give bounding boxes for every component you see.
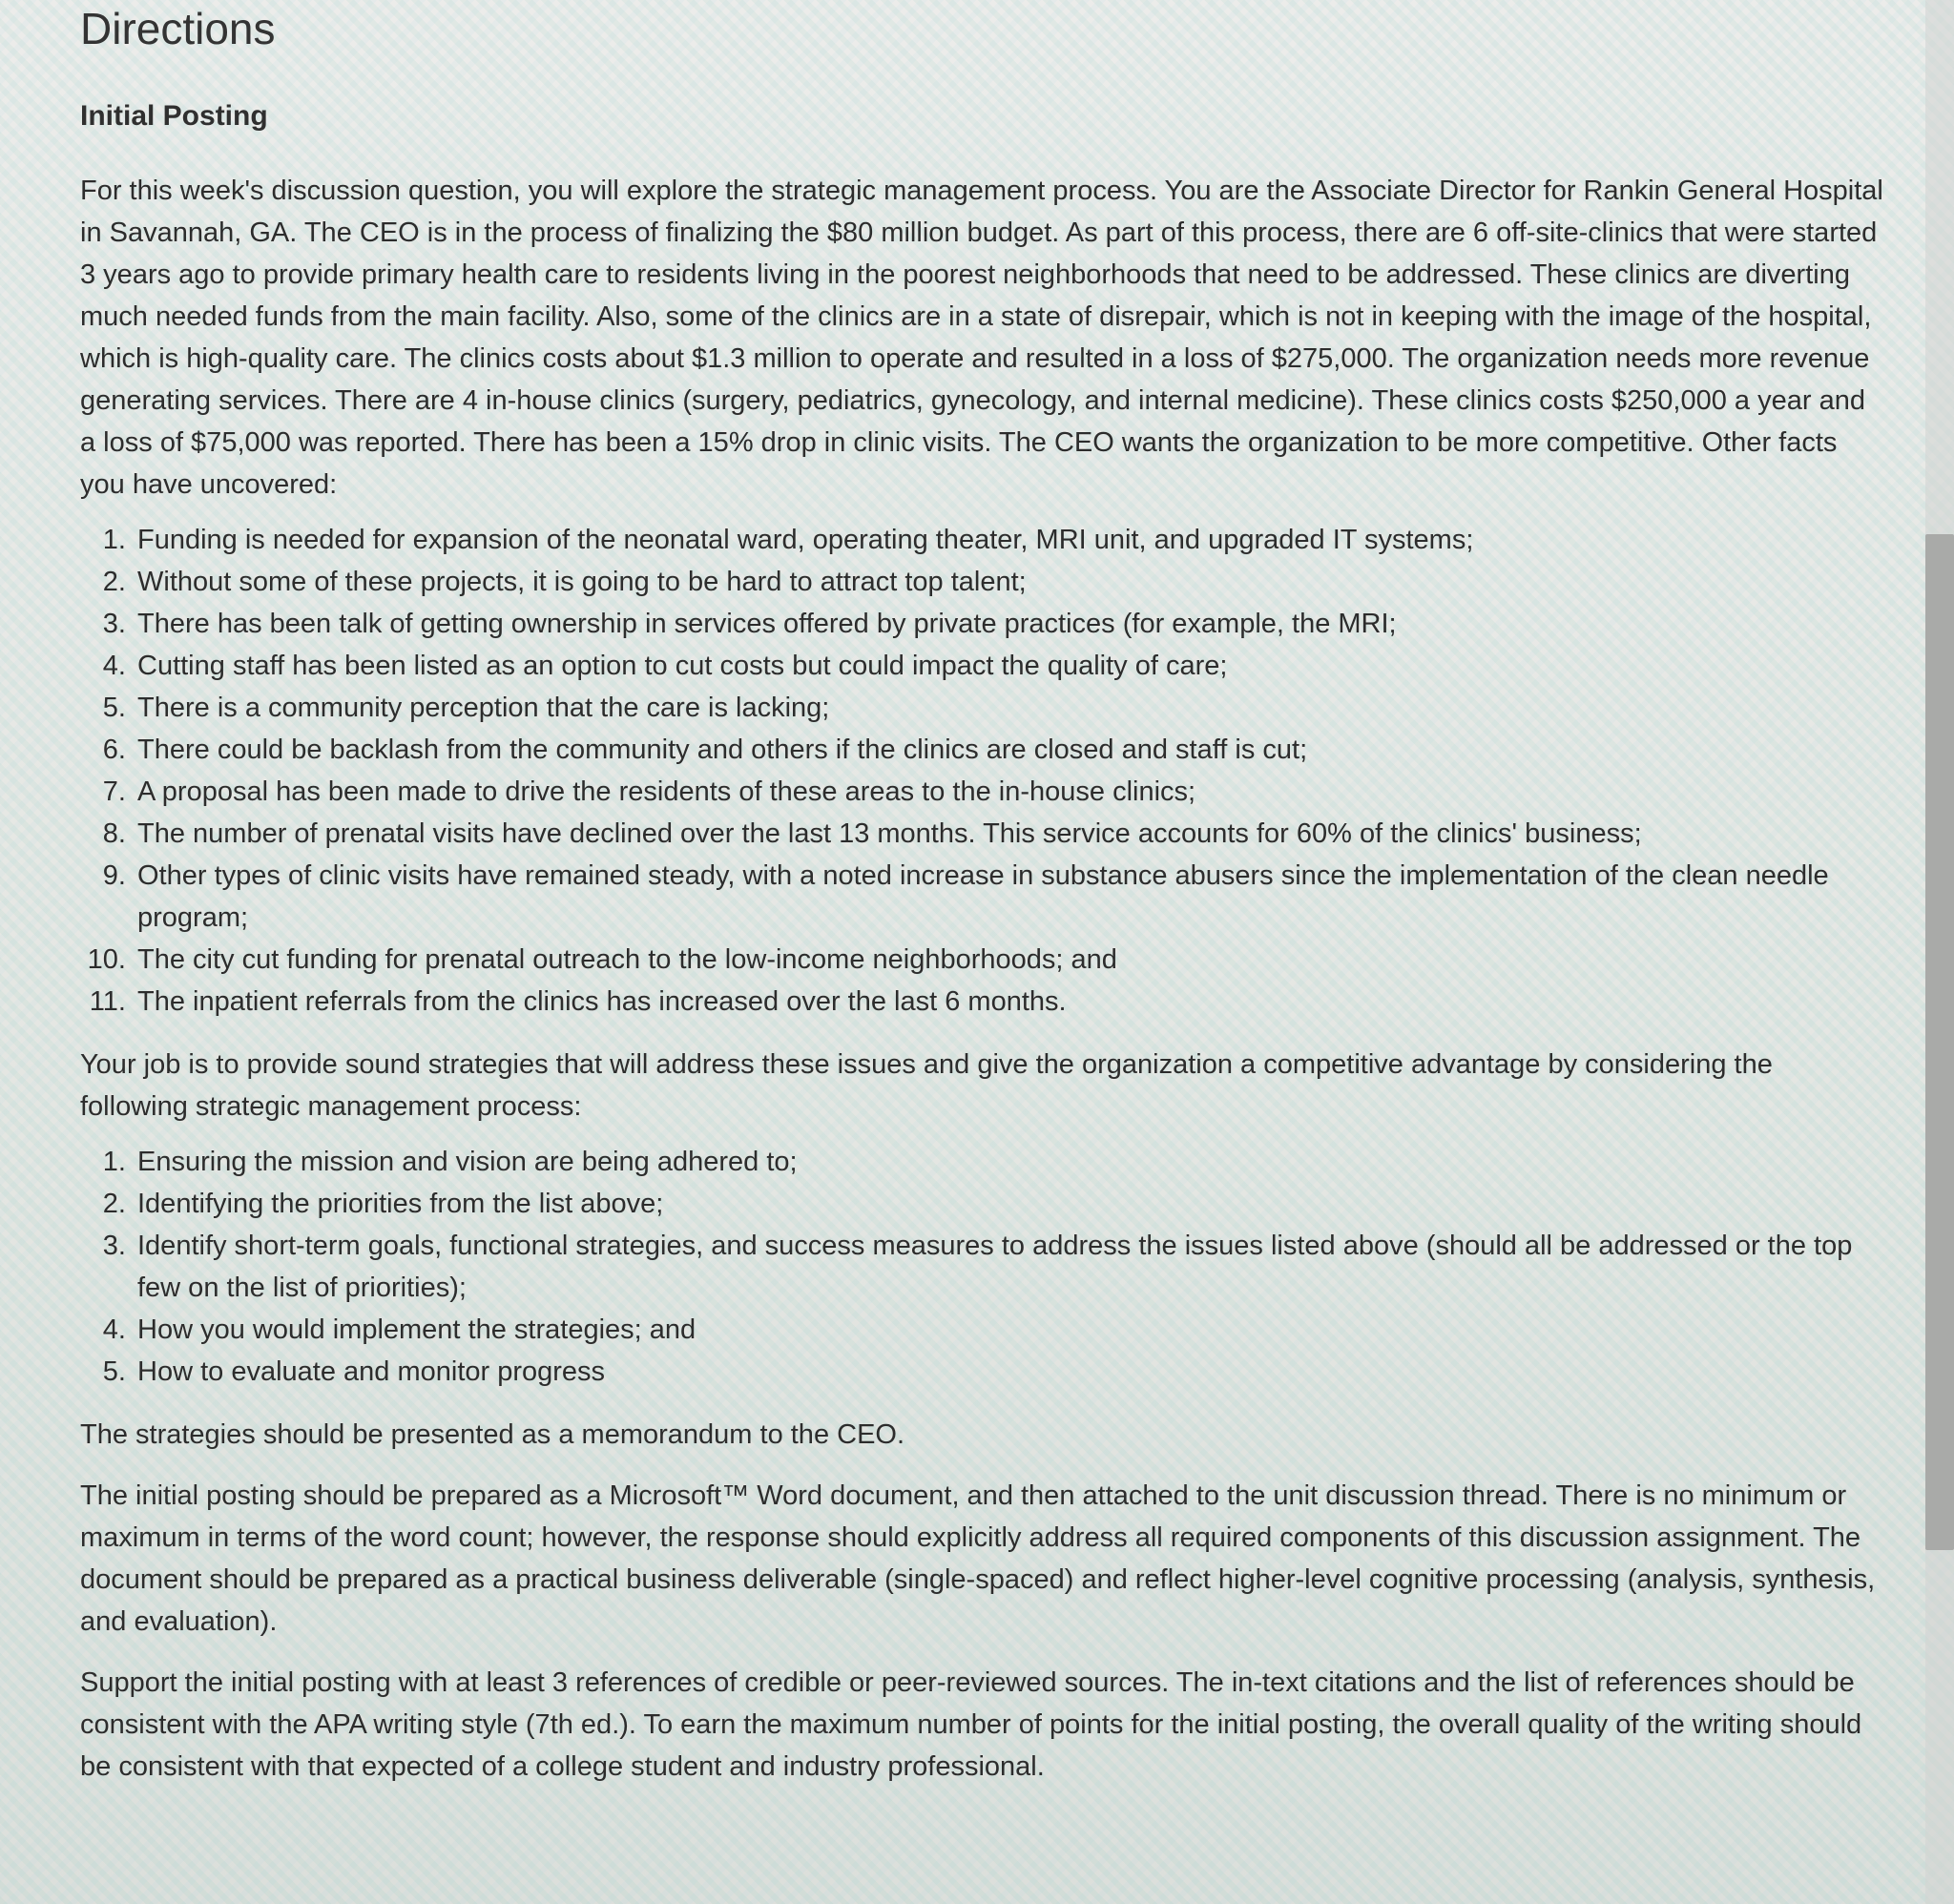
list-item: 4. How you would implement the strategies; and [134, 1309, 1883, 1351]
word-document-paragraph: The initial posting should be prepared as a Microsoft™ Word document, and then attached to the unit discussion thread. There is no minimum or maximum in terms of the word count; however, the response should explicitly address all required components of this discussion assignment. The document should be prepared as a practical business deliverable (single-spaced) and reflect higher-level cognitive processing (analysis, synthesis, and evaluation). [80, 1480, 1876, 1637]
list-item: 2. Identifying the priorities from the list above; [134, 1183, 1883, 1225]
process-list [80, 1141, 1883, 1393]
list-item: 1. Funding is needed for expansion of the neonatal ward, operating theater, MRI unit, and upgraded IT systems; [134, 519, 1883, 561]
facts-list [80, 519, 1883, 1023]
list-item: 3. There has been talk of getting ownership in services offered by private practices (for example, the MRI; [134, 603, 1883, 645]
list-item: 1. Ensuring the mission and vision are being adhered to; [134, 1141, 1883, 1183]
memo-paragraph: The strategies should be presented as a memorandum to the CEO. [80, 1419, 905, 1450]
list-item: 5. How to evaluate and monitor progress [134, 1351, 1883, 1393]
page-title: Directions [80, 4, 276, 53]
list-item: 11. The inpatient referrals from the clinics has increased over the last 6 months. [134, 981, 1883, 1023]
list-item: 5. There is a community perception that the care is lacking; [134, 687, 1883, 729]
list-item: 6. There could be backlash from the community and others if the clinics are closed and staff is cut; [134, 729, 1883, 771]
list-item: 9. Other types of clinic visits have remained steady, with a noted increase in substance abusers since the implementation of the clean needle program; [134, 855, 1883, 939]
list-item: 10. The city cut funding for prenatal outreach to the low-income neighborhoods; and [134, 939, 1883, 981]
list-item: 8. The number of prenatal visits have declined over the last 13 months. This service accounts for 60% of the clinics' business; [134, 813, 1883, 855]
references-paragraph: Support the initial posting with at least 3 references of credible or peer-reviewed sources. The in-text citations and the list of references should be consistent with the APA writing style (7th ed.). To earn the maximum number of points for the initial posting, the overall quality of the writing should be consistent with that expected of a college student and industry professional. [80, 1667, 1862, 1782]
list-item: 3. Identify short-term goals, functional strategies, and success measures to address the issues listed above (should all be addressed or the top few on the list of priorities); [134, 1225, 1883, 1309]
section-heading: Initial Posting [80, 100, 268, 132]
directions-content [80, 0, 1883, 1788]
list-item: 7. A proposal has been made to drive the residents of these areas to the in-house clinics; [134, 771, 1883, 813]
list-item: 2. Without some of these projects, it is going to be hard to attract top talent; [134, 561, 1883, 603]
job-paragraph: Your job is to provide sound strategies that will address these issues and give the organization a competitive advantage by considering the following strategic management process: [80, 1049, 1773, 1122]
intro-paragraph: For this week's discussion question, you will explore the strategic management process. You are the Associate Director for Rankin General Hospital in Savannah, GA. The CEO is in the process of finalizing the $80 million budget. As part of this process, there are 6 off-site-clinics that were started 3 years ago to provide primary health care to residents living in the poorest neighborhoods that need to be addressed. These clinics are diverting much needed funds from the main facility. Also, some of the clinics are in a state of disrepair, which is not in keeping with the image of the hospital, which is high-quality care. The clinics costs about $1.3 million to operate and resulted in a loss of $275,000. The organization needs more revenue generating services. There are 4 in-house clinics (surgery, pediatrics, gynecology, and internal medicine). These clinics costs $250,000 a year and a loss of $75,000 was reported. There has been a 15% drop in clinic visits. The CEO wants the organization to be more competitive. Other facts you have uncovered: [80, 176, 1883, 500]
list-item: 4. Cutting staff has been listed as an option to cut costs but could impact the quality of care; [134, 645, 1883, 687]
scrollbar-thumb[interactable] [1925, 534, 1954, 1550]
vertical-scrollbar[interactable] [1925, 0, 1954, 1904]
